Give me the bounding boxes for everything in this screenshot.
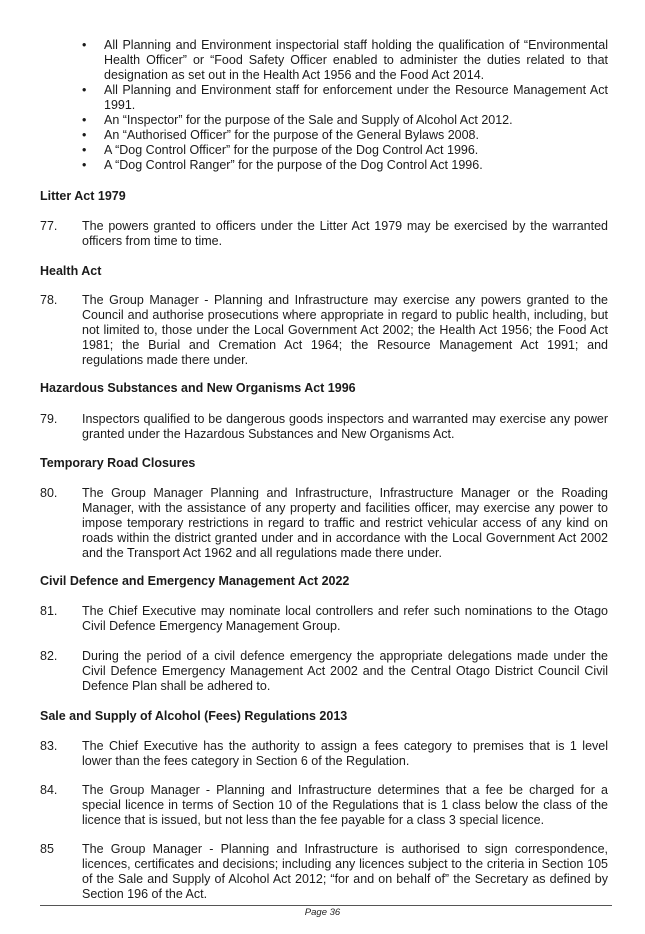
bullet-icon: •: [82, 143, 87, 157]
clause-number: 77.: [40, 219, 58, 233]
clause-81: [40, 604, 608, 634]
bullet-icon: •: [82, 128, 87, 142]
clause-number: 78.: [40, 293, 58, 307]
clause-text: The Chief Executive has the authority to assign a fees category to premises that is 1 level lower than the fees category in Section 6 of the Regulation.: [82, 739, 608, 768]
section-heading-alcohol: Sale and Supply of Alcohol (Fees) Regulations 2013: [40, 709, 348, 723]
clause-number: 81.: [40, 604, 58, 618]
officer-bullet-list: [78, 38, 608, 173]
list-item: • A “Dog Control Ranger” for the purpose of the Dog Control Act 1996.: [82, 158, 483, 172]
section-heading-hazardous: Hazardous Substances and New Organisms Act 1996: [40, 381, 356, 395]
page-number: Page 36: [304, 907, 341, 918]
clause-text: The Chief Executive may nominate local controllers and refer such nominations to the Otago Civil Defence Emergency Management Group.: [82, 604, 608, 633]
clause-text: Inspectors qualified to be dangerous goods inspectors and warranted may exercise any power granted under the Hazardous Substances and New Organisms Act.: [82, 412, 608, 441]
clause-number: 84.: [40, 783, 58, 797]
clause-number: 82.: [40, 649, 58, 663]
clause-text: The Group Manager - Planning and Infrastructure may exercise any powers granted to the Council and authorise prosecutions where appropriate in regard to public health, including, but not limited to, those under the Local Government Act 2002; the Health Act 1956; the Food Act 1981; the Burial and Cremation Act 1964; the Resource Management Act 1991; and regulations made there under.: [82, 293, 608, 367]
bullet-icon: •: [82, 158, 87, 172]
clause-85: [40, 842, 608, 902]
bullet-icon: •: [82, 113, 87, 127]
clause-text: The powers granted to officers under the Litter Act 1979 may be exercised by the warranted officers from time to time.: [82, 219, 608, 248]
list-item: • A “Dog Control Officer” for the purpose of the Dog Control Act 1996.: [82, 143, 479, 157]
clause-79: [40, 412, 608, 442]
clause-number: 80.: [40, 486, 58, 500]
section-heading-litter: Litter Act 1979: [40, 189, 126, 203]
footer-divider: [40, 905, 612, 906]
clause-77: [40, 219, 608, 249]
list-item: • All Planning and Environment inspectorial staff holding the qualification of “Environmental Health Officer” or “Food Safety Officer enabled to administer the duties related to that designation as set out in the Health Act 1956 and the Food Act 2014.: [82, 38, 608, 82]
clause-78: [40, 293, 608, 368]
section-heading-road: Temporary Road Closures: [40, 456, 196, 470]
clause-number: 79.: [40, 412, 58, 426]
section-heading-health: Health Act: [40, 264, 102, 278]
clause-number: 85: [40, 842, 54, 856]
clause-text: The Group Manager Planning and Infrastructure, Infrastructure Manager or the Roading Manager, with the assistance of any property and facilities officer, may exercise any power to impose temporary restrictions in regard to traffic and restrict vehicular access of any kind on roads within the district granted under and in accordance with the Local Government Act 2002 and the Transport Act 1962 and all regulations made there under.: [82, 486, 608, 560]
clause-text: During the period of a civil defence emergency the appropriate delegations made under the Civil Defence Emergency Management Act 2002 and the Central Otago District Council Civil Defence Plan shall be adhered to.: [82, 649, 608, 693]
bullet-icon: •: [82, 38, 87, 52]
list-item: • All Planning and Environment staff for enforcement under the Resource Management Act 1991.: [82, 83, 608, 112]
section-heading-civil-defence: Civil Defence and Emergency Management Act 2022: [40, 574, 350, 588]
clause-text: The Group Manager - Planning and Infrastructure determines that a fee be charged for a special licence in terms of Section 10 of the Regulations that is 1 class below the class of the licence that is issued, but not less than the fee payable for a class 3 special licence.: [82, 783, 608, 827]
clause-82: [40, 649, 608, 694]
clause-84: [40, 783, 608, 828]
list-item: • An “Inspector” for the purpose of the Sale and Supply of Alcohol Act 2012.: [82, 113, 513, 127]
clause-text: The Group Manager - Planning and Infrastructure is authorised to sign correspondence, licences, certificates and decisions; including any licences subject to the criteria in Section 105 of the Sale and Supply of Alcohol Act 2012; “for and on behalf of” the Secretary as defined by Section 196 of the Act.: [82, 842, 608, 901]
clause-number: 83.: [40, 739, 58, 753]
bullet-icon: •: [82, 83, 87, 97]
clause-80: [40, 486, 608, 561]
clause-83: [40, 739, 608, 769]
list-item: • An “Authorised Officer” for the purpose of the General Bylaws 2008.: [82, 128, 479, 142]
